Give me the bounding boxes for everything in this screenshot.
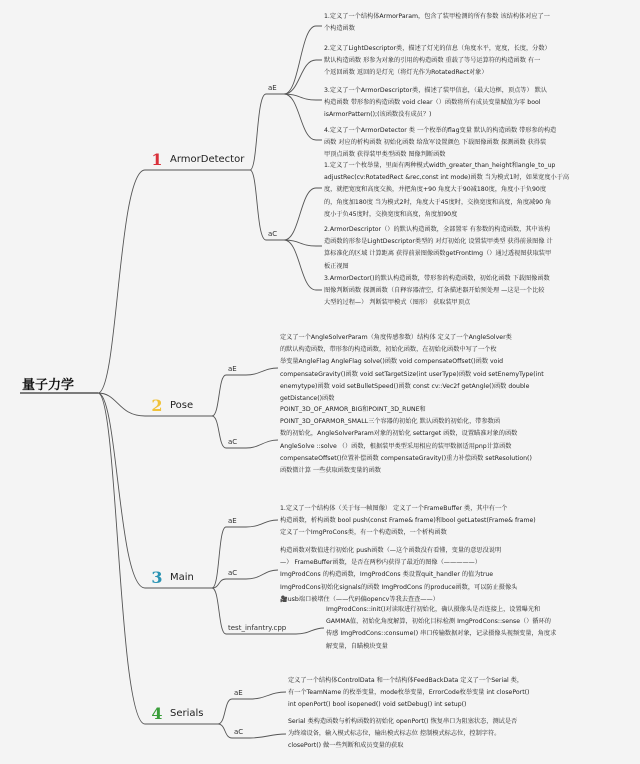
sub-label-test-infantry[interactable]: test_infantry.cpp <box>228 624 287 632</box>
link-armor-ae <box>250 94 284 170</box>
sub-label-ac[interactable]: aC <box>268 230 278 238</box>
sub-label-ae[interactable]: aE <box>268 84 277 92</box>
link-root-serials <box>98 393 218 724</box>
link-serials-ac-text <box>250 734 286 738</box>
root-topic[interactable]: 量子力学 <box>22 378 75 393</box>
link-pose-ae-text <box>246 368 278 375</box>
link-pose-ac-text <box>246 440 278 448</box>
node-text: ImgProdCons::init()对读取进行初始化，确认摄像头是否连接上，设置曝光和 GAMMA值，初始化角度解算，初始化目标检测 ImgProdCons::sense（）循环的 传感 ImgProdCons::consume() 串口传输数据对象，记录摄像头视频变量，角度求 解变量，自瞄模块变量 <box>326 606 557 650</box>
link-main-ae-text <box>246 520 278 527</box>
branch-number-badge: 3 <box>151 567 163 587</box>
branch-number-badge: 2 <box>151 395 163 415</box>
branch-number-badge: 4 <box>151 703 163 723</box>
link-ac-item <box>284 188 322 240</box>
link-pose-ae <box>212 375 246 416</box>
link-ae-item <box>284 94 322 140</box>
link-main-test-text <box>296 628 324 634</box>
branch-label: Serials <box>170 707 204 719</box>
sub-label-ac[interactable]: aC <box>234 728 244 736</box>
link-serials-ae-text <box>250 692 286 699</box>
link-ae-item <box>284 60 322 94</box>
branch-number-badge: 1 <box>151 149 163 169</box>
link-main-ac-text <box>246 570 278 579</box>
link-root-main <box>98 393 212 588</box>
branch-armor-detector[interactable] <box>148 148 244 170</box>
sub-label-ac[interactable]: aC <box>228 438 238 446</box>
link-main-ac <box>212 579 246 588</box>
branch-main[interactable] <box>148 566 194 588</box>
branch-label: ArmorDetector <box>170 153 245 165</box>
node-text: 定义了一个结构体ControlData 和一个结构体FeedBackData 定义了一个Serial 类， 有一个TeamName 的枚举变量，mode枚举变量，ErrorCode枚举变量 int closePort() int openPort() bool isopened() void setDebug() int setup() <box>288 677 530 709</box>
branch-label: Pose <box>170 399 194 411</box>
sub-label-ae[interactable]: aE <box>228 365 237 373</box>
node-text: 1.定义了一个结构体（关于每一帧图像） 定义了一个FrameBuffer 类，其中有一个 构造函数，析构函数 bool push(const Frame& frame)和bool getLatest(Frame& frame) 定义了一个ImgProCons类，有一个构造函数，一个析构函数 <box>280 505 536 537</box>
node-text: 1.定义了一个结构体ArmorParam，包含了装甲检测的所有参数 该结构体对应了一 个构造函数 <box>324 13 550 33</box>
sub-label-ae[interactable]: aE <box>234 689 243 697</box>
node-text: 定义了一个AngleSolverParam（角度传感参数）结构体 定义了一个AngleSolver类 的默认构造函数，带形参的构造函数，初始化函数，在初始化函数中写了一个枚 举变量AngleFlag AngleFlag solve()函数 void compensateOffset()函数 void compensateGravity()函数 void setTargetSize(int userType)函数 void setEnemyType(int enemytype)函数 void setBulletSpeed()函数 const cv::Vec2f getAngle()函数 double getDistance()函数 <box>280 334 544 403</box>
sub-label-ac[interactable]: aC <box>228 569 238 577</box>
node-text: 构造函数对数值进行初始化 push函数（—这个函数没有看懂，变量的意思没说明 —） FrameBuffer函数，是否在两秒内获得了最近的图像（—————） ImgProdCons 的构造函数，ImgProdCons 类设置quit_handler 的值为true ImgProdCons初始化signals的函数 ImgProdCons 的produce函数，可以防止摄像头 🎥usb端口被堵住（——代码偏opencv等我去查查——） <box>280 547 518 603</box>
link-serials-ae <box>218 699 250 724</box>
link-root-armor <box>98 170 250 393</box>
node-text: 3.定义了一个ArmorDescriptor类，描述了装甲信息，（最大边框，顶点等） 默认 构造函数 带形参的构造函数 void clear（）函数将所有成员变量赋值为零 bool isArmorPattern();(该函数没有成员？) <box>324 87 547 119</box>
link-ac-item <box>284 240 322 290</box>
branch-label: Main <box>170 571 194 583</box>
branch-pose[interactable] <box>148 394 193 416</box>
branch-serials[interactable] <box>148 702 204 724</box>
node-text: 3.ArmorDector()的默认构造函数，带形参的构造函数，初始化函数 下载图像函数 图像判断函数 探测函数（自释容器清空，灯条描述器开始预处理 —这是一个比较 大型的过程—） 判断装甲模式（图形） 获取装甲顶点 <box>324 275 550 307</box>
node-text: 1.定义了一个枚举量，里面有两种模式width_greater_than_height和angle_to_up adjustRec(cv:RotatedRect &rec,const int mode)函数 当为模式1时，如果宽度小于高 度，就把宽度和高度交换，并把角度+90 角度大于90减180度，角度小于负90度 的，角度加180度 当为模式2时，角度大于45度时，交换宽度和高度，角度减90 角 度小于负45度时，交换宽度和高度，角度加90度 <box>324 162 570 218</box>
link-armor-ac <box>250 170 284 240</box>
link-ae-item <box>284 94 322 100</box>
node-text: POINT_3D_OF_ARMOR_BIG和POINT_3D_RUNE和 POINT_3D_OFARMOR_SMALL三个容器的初始化 默认函数的初始化，带参数函 数的初始化，AngleSolverParam对象的初始化 settarget 函数，设置瞄准对象的函数 AngleSolve ::solve （）函数，根据装甲类型采用相应的装甲数据适用pnp计算函数 compensateOffset()位置补偿函数 compensateGravity()重力补偿函数 setResolution() 函数微计算 一些获取函数变量的函数 <box>280 406 532 475</box>
node-text: 2.ArmorDescriptor（）的默认构造函数，全部置零 有参数的构造函数，其中该构 造函数的形参是LightDescriptor类型的 对灯初始化 设置装甲类型 获得前景图像 计 算标准化的区域 计算距离 获得前景图像函数getFrontImg（）通过透视图获取装甲 板正视图 <box>324 226 553 270</box>
node-text: Serial 类构造函数与析构函数的初始化 openPort() 恢复串口为阻塞状态，测试是否 为终端设备，输入模式标志位，输出模式标志位 控制模式标志位，控制字符。 closePort() 做一些判断和成员变量的获取 <box>288 718 518 750</box>
node-text: 4.定义了一个ArmorDetector 类 一个枚举的flag变量 默认的构造函数 带形参的构造 函数 对应的析构函数 初始化函数 给敌军设置颜色 下载图像函数 探测函数 获得装 甲顶点函数 获得装甲类型函数 图像判断函数 <box>324 127 557 159</box>
node-text: 2.定义了LightDescriptor类，描述了灯光的信息（角度水平，宽度，长度，分数） 默认构造函数 形参为对象的引用的构造函数 重载了等号运算符的构造函数 有一 个返回函数 返回的是灯光（将灯光作为RotatedRect对象） <box>324 45 551 77</box>
sub-label-ae[interactable]: aE <box>228 517 237 525</box>
